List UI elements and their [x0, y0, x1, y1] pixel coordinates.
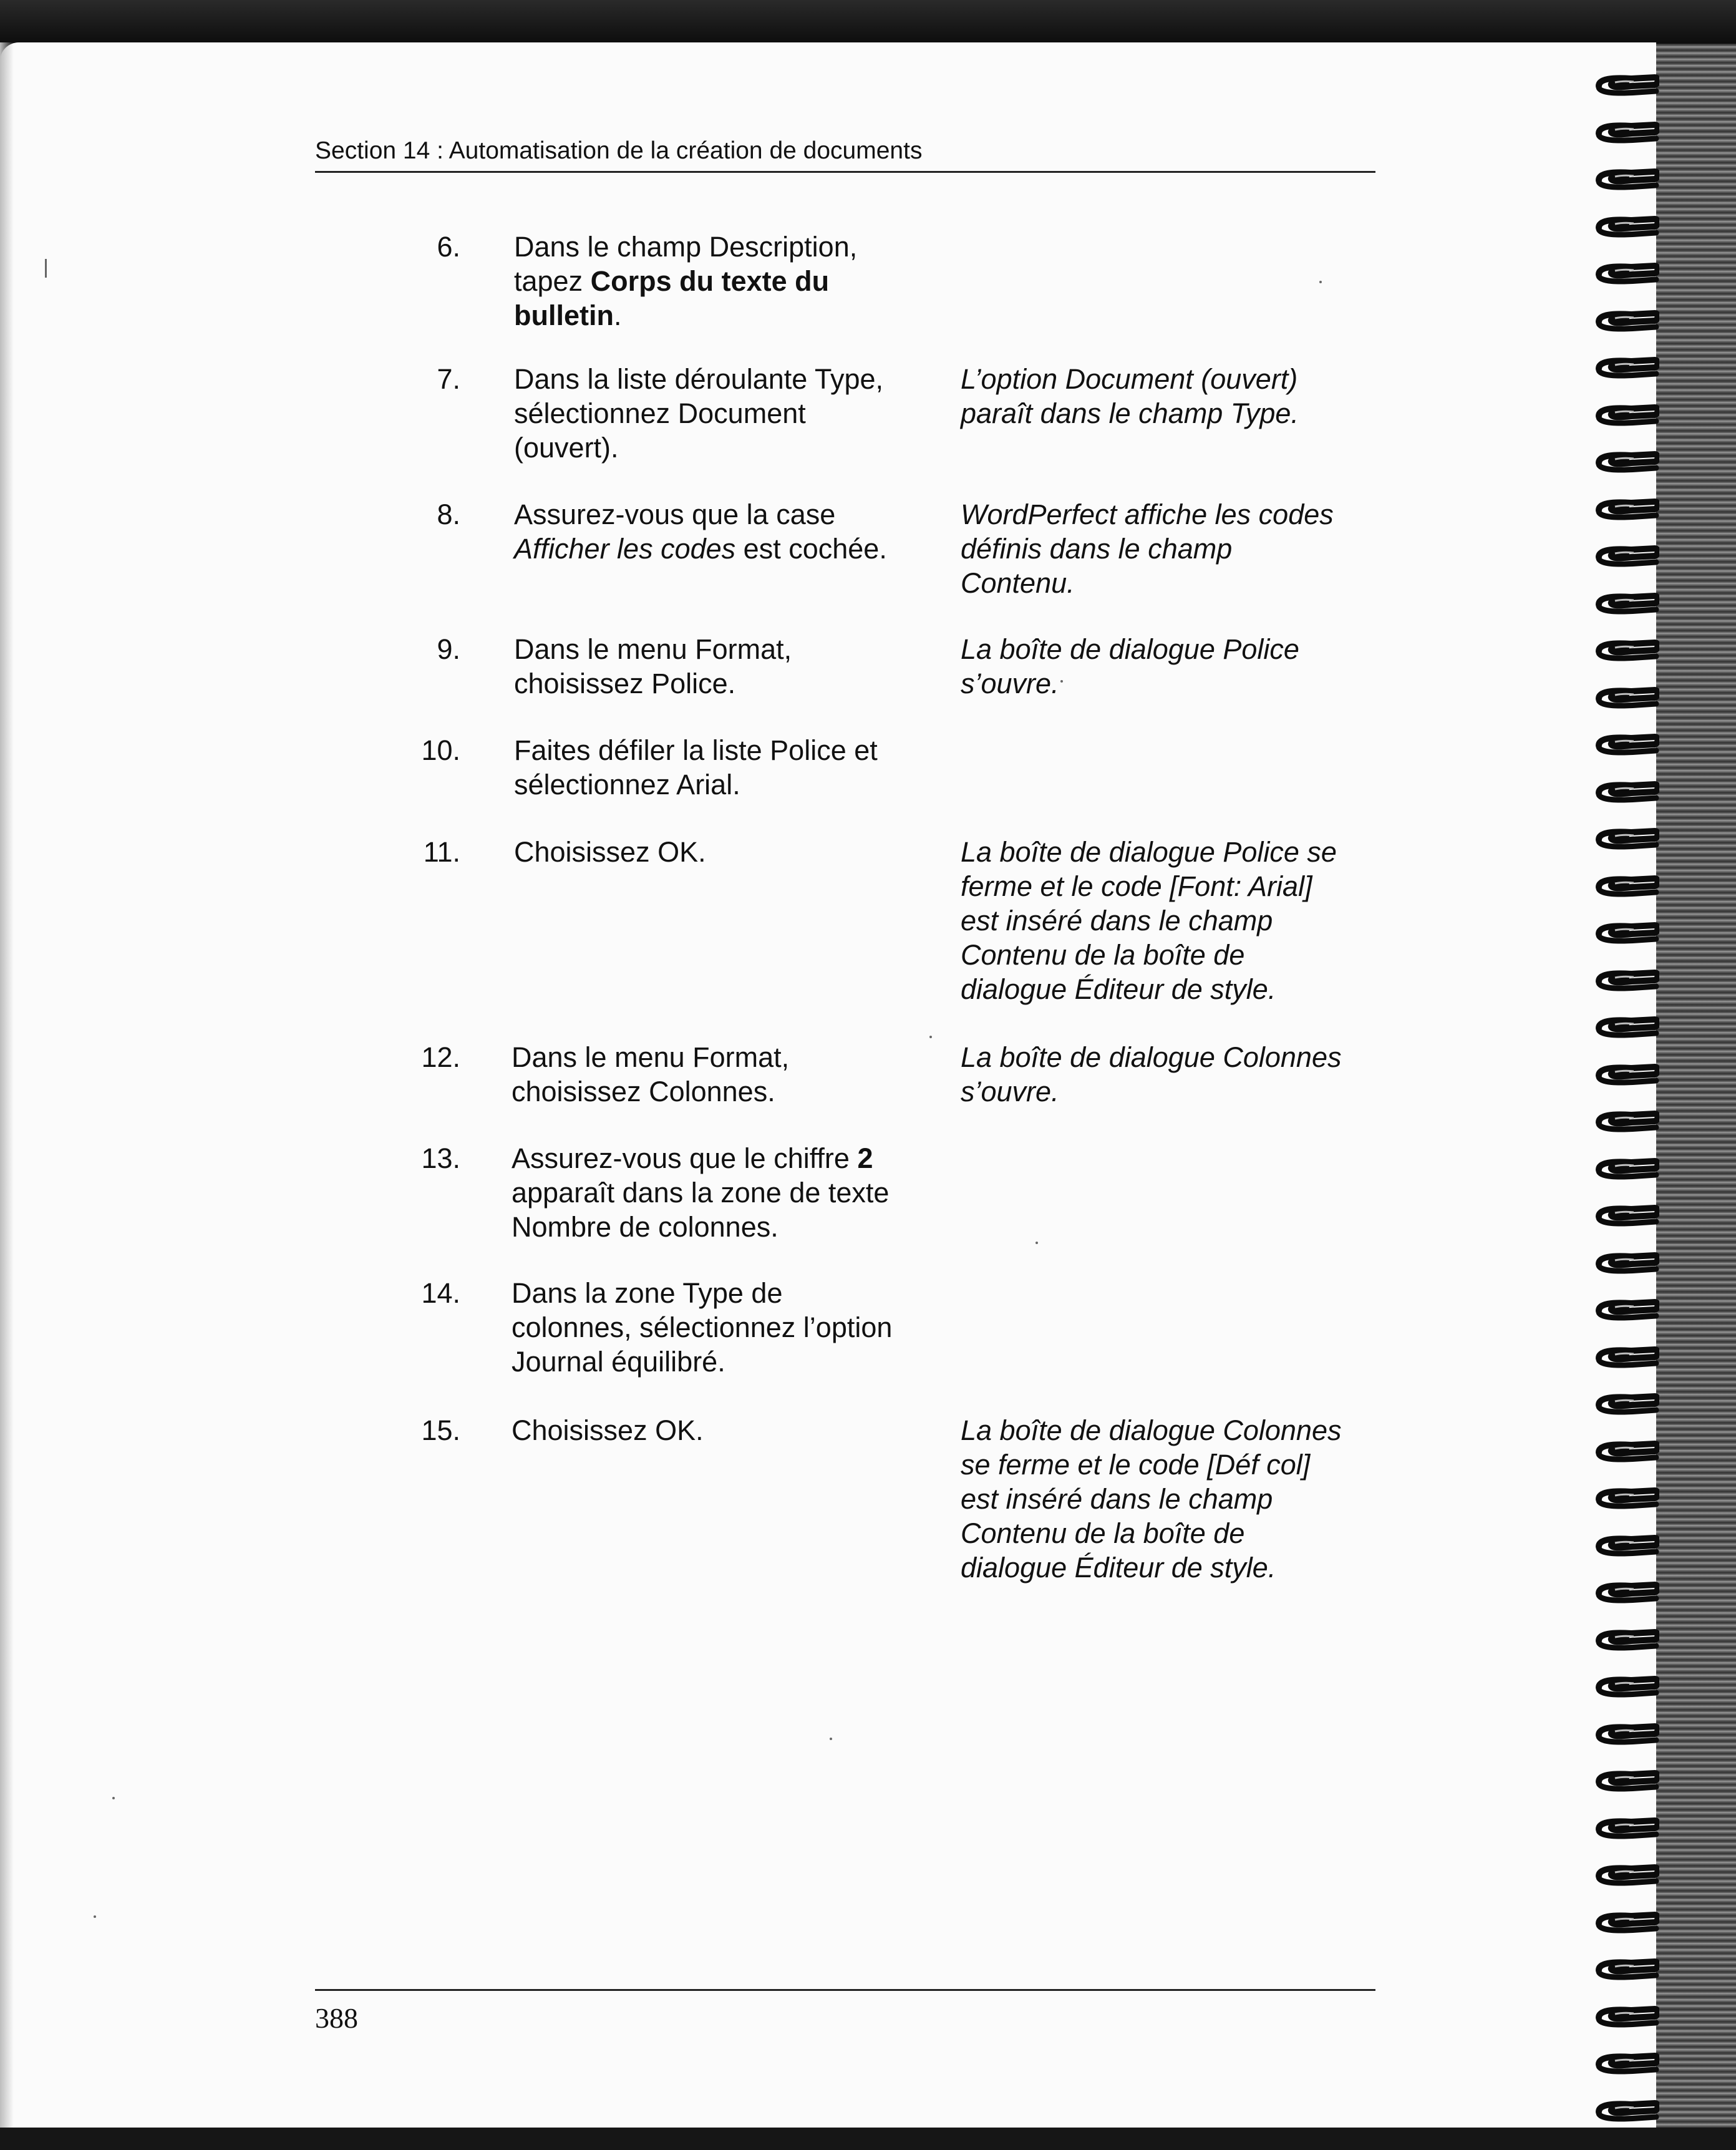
spiral-coil-icon — [1594, 404, 1659, 426]
result-line: s’ouvre. — [961, 1076, 1059, 1107]
instruction-line — [512, 1040, 936, 1074]
spiral-coil-icon — [1594, 969, 1659, 991]
spiral-coil-icon — [1594, 450, 1659, 473]
text-run: Dans la liste déroulante Type, — [514, 363, 884, 395]
spiral-coil-icon — [1594, 1393, 1659, 1415]
scan-speck — [1319, 281, 1322, 283]
spiral-coil-icon — [1594, 1063, 1659, 1086]
step-number: 7. — [437, 363, 460, 395]
text-run: Dans le menu Format, — [512, 1041, 790, 1073]
spiral-coil-icon — [1594, 1440, 1659, 1462]
step-instruction — [514, 497, 938, 566]
spiral-coil-icon — [1594, 875, 1659, 897]
spiral-coil-icon — [1594, 827, 1659, 850]
step-result — [961, 1040, 1385, 1109]
scan-speck — [1060, 680, 1063, 683]
step-number: 11. — [423, 836, 460, 868]
step-instruction — [512, 1413, 936, 1447]
result-line: Contenu de la boîte de — [961, 1517, 1245, 1549]
result-line: dialogue Éditeur de style. — [961, 973, 1276, 1005]
spiral-coil-icon — [1594, 592, 1659, 615]
result-line: Contenu. — [961, 567, 1075, 599]
text-run: est cochée. — [735, 533, 887, 565]
step-instruction — [514, 230, 938, 333]
spiral-coil-icon — [1594, 1723, 1659, 1745]
text-run: Choisissez OK. — [512, 1414, 704, 1446]
italic-text: Afficher les codes — [514, 533, 736, 565]
text-run: apparaît dans la zone de texte — [512, 1177, 890, 1209]
step-instruction — [512, 1141, 936, 1244]
spiral-coil-icon — [1594, 1110, 1659, 1132]
scan-speck — [45, 259, 47, 278]
result-line: Contenu de la boîte de — [961, 939, 1245, 971]
spiral-coil-icon — [1594, 1252, 1659, 1274]
footer-rule — [315, 1989, 1375, 1991]
spiral-coil-icon — [1594, 74, 1659, 96]
spiral-coil-icon — [1594, 1769, 1659, 1792]
spiral-coil-icon — [1594, 1581, 1659, 1603]
text-run: Choisissez OK. — [514, 836, 706, 868]
spiral-coil-icon — [1594, 498, 1659, 520]
instruction-line — [514, 767, 938, 802]
text-run: choisissez Colonnes. — [512, 1076, 775, 1107]
instruction-line — [512, 1310, 936, 1345]
text-run: (ouvert). — [514, 432, 619, 464]
spiral-coil-icon — [1594, 686, 1659, 709]
instruction-line — [514, 733, 938, 767]
instruction-line — [512, 1074, 936, 1109]
text-run: Dans le menu Format, — [514, 633, 792, 665]
text-run: colonnes, sélectionnez l’option — [512, 1311, 893, 1343]
result-line: se ferme et le code [Déf col] — [961, 1449, 1311, 1481]
step-instruction — [514, 632, 938, 701]
result-line: dialogue Éditeur de style. — [961, 1552, 1276, 1583]
step-result — [961, 1413, 1385, 1585]
text-run: tapez — [514, 265, 591, 297]
spiral-coil-icon — [1594, 639, 1659, 661]
result-line: ferme et le code [Font: Arial] — [961, 870, 1312, 902]
result-line: définis dans le champ — [961, 533, 1233, 565]
instruction-line — [514, 362, 938, 396]
scan-speck — [94, 1915, 96, 1918]
instruction-line — [514, 298, 938, 333]
scan-right-edge — [1653, 44, 1736, 2128]
step-instruction — [514, 733, 938, 802]
step-instruction — [514, 835, 938, 869]
spiral-coil-icon — [1594, 781, 1659, 803]
spiral-coil-icon — [1594, 1817, 1659, 1839]
spiral-coil-icon — [1594, 1016, 1659, 1038]
spiral-coil-icon — [1594, 262, 1659, 285]
instruction-line — [514, 632, 938, 666]
page-number: 388 — [315, 2002, 358, 2034]
spiral-coil-icon — [1594, 1628, 1659, 1651]
spiral-coil-icon — [1594, 1157, 1659, 1180]
step-instruction — [512, 1276, 936, 1379]
spiral-coil-icon — [1594, 121, 1659, 143]
step-result — [961, 497, 1385, 600]
step-result — [961, 362, 1385, 430]
spiral-coil-icon — [1594, 168, 1659, 190]
instruction-line — [514, 430, 938, 465]
instruction-line — [514, 264, 938, 298]
scan-speck — [1035, 1242, 1038, 1244]
spiral-coil-icon — [1594, 309, 1659, 332]
step-number: 9. — [437, 633, 460, 665]
scan-speck — [112, 1797, 115, 1799]
running-head: Section 14 : Automatisation de la création de documents — [315, 137, 923, 164]
bold-text: bulletin — [514, 299, 614, 331]
spiral-coil-icon — [1594, 922, 1659, 944]
instruction-line — [514, 396, 938, 430]
step-instruction — [514, 362, 938, 465]
spiral-coil-icon — [1594, 545, 1659, 567]
spiral-coil-icon — [1594, 1346, 1659, 1368]
spiral-coil-icon — [1594, 733, 1659, 756]
scan-bottom-border — [0, 2128, 1736, 2150]
step-number: 8. — [437, 499, 460, 530]
spiral-coil-icon — [1594, 2099, 1659, 2122]
result-line: est inséré dans le champ — [961, 905, 1273, 936]
spiral-coil-icon — [1594, 1487, 1659, 1509]
result-line: s’ouvre. — [961, 668, 1059, 699]
text-run: Faites défiler la liste Police et — [514, 734, 878, 766]
spiral-coil-icon — [1594, 1958, 1659, 1980]
text-run: Assurez-vous que le chiffre — [512, 1142, 858, 1174]
result-line: WordPerfect affiche les codes — [961, 499, 1334, 530]
instruction-line — [512, 1276, 936, 1310]
step-number: 10. — [421, 734, 460, 766]
step-instruction — [512, 1040, 936, 1109]
spiral-coil-icon — [1594, 1911, 1659, 1934]
spiral-coil-icon — [1594, 1298, 1659, 1321]
step-number: 12. — [421, 1041, 460, 1073]
result-line: La boîte de dialogue Police se — [961, 836, 1337, 868]
result-line: La boîte de dialogue Colonnes — [961, 1414, 1342, 1446]
result-line: paraît dans le champ Type. — [961, 397, 1299, 429]
instruction-line — [514, 230, 938, 264]
text-run: Journal équilibré. — [512, 1346, 725, 1378]
result-line: La boîte de dialogue Police — [961, 633, 1299, 665]
spiral-coil-icon — [1594, 1534, 1659, 1557]
text-run: Assurez-vous que la case — [514, 499, 836, 530]
bold-text: 2 — [857, 1142, 873, 1174]
scan-speck — [830, 1738, 832, 1740]
step-number: 6. — [437, 231, 460, 263]
result-line: L’option Document (ouvert) — [961, 363, 1298, 395]
instruction-line — [512, 1141, 936, 1175]
spiral-coil-icon — [1594, 1864, 1659, 1886]
spiral-coil-icon — [1594, 1675, 1659, 1698]
instruction-line — [512, 1210, 936, 1244]
instruction-line — [514, 497, 938, 532]
instruction-line — [512, 1345, 936, 1379]
step-number: 15. — [421, 1414, 460, 1446]
instruction-line — [514, 666, 938, 701]
spiral-coil-icon — [1594, 2052, 1659, 2075]
spiral-coil-icon — [1594, 2005, 1659, 2028]
bold-text: Corps du texte du — [590, 265, 830, 297]
step-number: 14. — [421, 1277, 460, 1309]
text-run: Nombre de colonnes. — [512, 1211, 778, 1243]
text-run: Dans le champ Description, — [514, 231, 858, 263]
result-line: La boîte de dialogue Colonnes — [961, 1041, 1342, 1073]
text-run: sélectionnez Document — [514, 397, 806, 429]
step-result — [961, 835, 1385, 1006]
instruction-line — [514, 835, 938, 869]
spiral-coil-icon — [1594, 215, 1659, 238]
text-run: . — [613, 299, 622, 331]
spiral-coil-icon — [1594, 1204, 1659, 1227]
result-line: est inséré dans le champ — [961, 1483, 1273, 1515]
instruction-line — [512, 1413, 936, 1447]
instruction-line — [512, 1175, 936, 1210]
step-number: 13. — [421, 1142, 460, 1174]
text-run: choisissez Police. — [514, 668, 736, 699]
step-result — [961, 632, 1385, 701]
text-run: sélectionnez Arial. — [514, 769, 740, 800]
text-run: Dans la zone Type de — [512, 1277, 783, 1309]
scan-speck — [929, 1036, 932, 1038]
instruction-line — [514, 532, 938, 566]
spiral-coil-icon — [1594, 356, 1659, 379]
spiral-binding — [1594, 56, 1662, 2109]
